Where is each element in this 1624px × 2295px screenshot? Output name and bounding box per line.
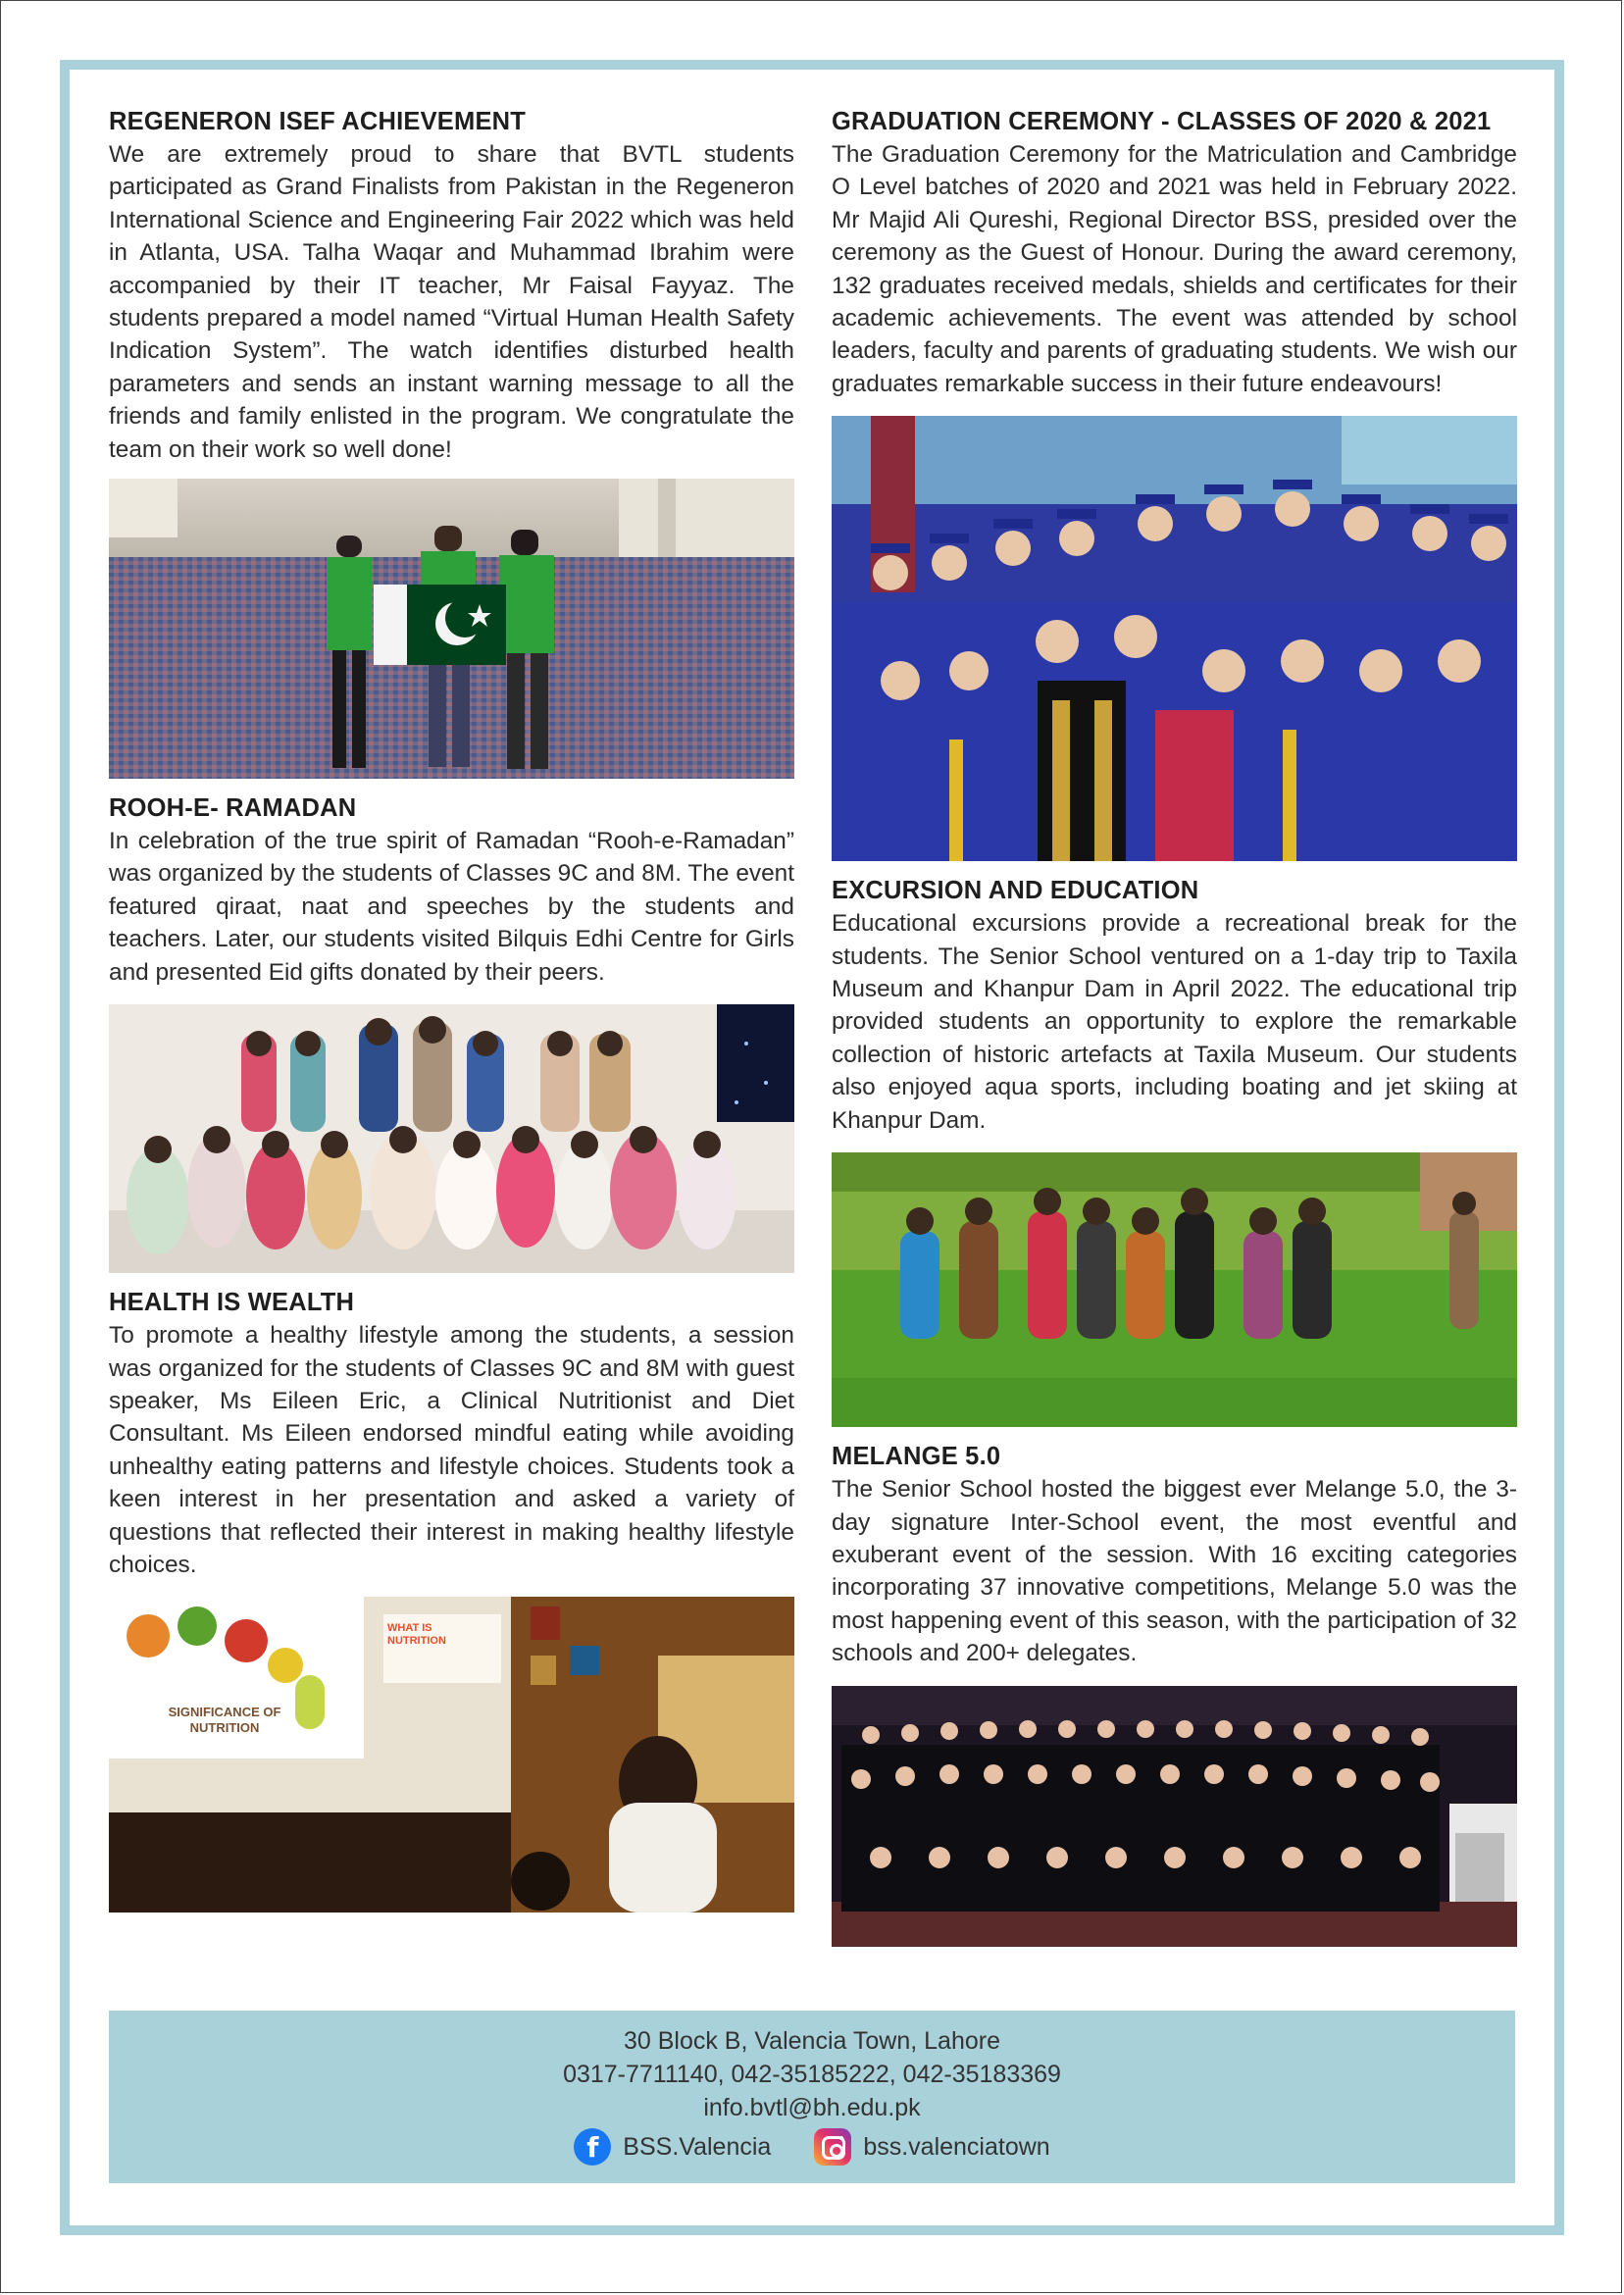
isef-body: We are extremely proud to share that BVTL students participated as Grand Finalists from Pakistan in the Regeneron International Science and Engineering Fair 2022 which was held in Atlanta, USA. Talha Waqar and Muhammad Ibrahim were accompanied by their IT teacher, Mr Faisal Fayyaz. The students prepared a model named “Virtual Human Health Safety Indication System”. The watch identifies disturbed health parameters and sends an instant warning message to all the friends and family enlisted in the program. We congratulate the team on their work so well done! (109, 141, 794, 463)
health-photo (109, 1597, 794, 1912)
excursion-photo-illustration (832, 1152, 1517, 1427)
isef-photo-illustration (109, 479, 794, 779)
melange-photo-illustration (832, 1686, 1517, 1947)
poster-caption: WHAT IS NUTRITION (387, 1622, 446, 1648)
section-health (109, 1287, 794, 1912)
instagram-link[interactable] (814, 2128, 1049, 2166)
section-graduation (832, 106, 1517, 861)
isef-heading: REGENERON ISEF ACHIEVEMENT (109, 108, 527, 135)
melange-body: The Senior School hosted the biggest ever Melange 5.0, the 3-day signature Inter-School event, the most eventful and exuberant event of the session. With 16 exciting categories incorporating 37 innovative competitions, Melange 5.0 was the most happening event of this season, with the participation of 32 schools and 200+ delegates. (832, 1476, 1517, 1667)
facebook-link[interactable] (574, 2128, 771, 2166)
graduation-heading: GRADUATION CEREMONY - CLASSES OF 2020 & 2021 (832, 108, 1492, 135)
slide-caption: SIGNIFICANCE OF NUTRITION (168, 1705, 281, 1736)
graduation-photo (832, 416, 1517, 861)
contact-footer (109, 2011, 1515, 2183)
health-body: To promote a healthy lifestyle among the students, a session was organized for the students of Classes 9C and 8M with guest speaker, Ms Eileen Eric, a Clinical Nutritionist and Diet Consultant. Ms Eileen endorsed mindful eating while avoiding unhealthy eating patterns and lifestyle choices. Students took a keen interest in her presentation and asked a variety of questions that reflected their interest in making healthy lifestyle choices. (109, 1322, 794, 1578)
melange-heading: MELANGE 5.0 (832, 1443, 1001, 1471)
footer-address: 30 Block B, Valencia Town, Lahore (623, 2027, 1001, 2055)
right-column (832, 106, 1517, 1947)
section-ramadan (109, 792, 794, 1273)
melange-photo (832, 1686, 1517, 1947)
health-heading: HEALTH IS WEALTH (109, 1289, 355, 1317)
graduation-body: The Graduation Ceremony for the Matriculation and Cambridge O Level batches of 2020 and 2021 was held in February 2022. Mr Majid Ali Qureshi, Regional Director BSS, presided over the ceremony as the Guest of Honour. During the award ceremony, 132 graduates received medals, shields and certificates for their academic achievements. The event was attended by school leaders, faculty and parents of graduating students. We wish our graduates remarkable success in their future endeavours! (832, 141, 1517, 397)
ramadan-heading: ROOH-E- RAMADAN (109, 794, 357, 823)
section-isef (109, 106, 794, 779)
ramadan-photo (109, 1004, 794, 1273)
instagram-handle: bss.valenciatown (863, 2132, 1050, 2161)
instagram-icon (814, 2128, 851, 2166)
section-melange (832, 1441, 1517, 1946)
excursion-body: Educational excursions provide a recreational break for the students. The Senior School ventured on a 1-day trip to Taxila Museum and Khanpur Dam in April 2022. The educational trip provided students an opportunity to explore the remarkable collection of historic artefacts at Taxila Museum. Our students also enjoyed aqua sports, including boating and jet skiing at Khanpur Dam. (832, 910, 1517, 1134)
footer-phones: 0317-7711140, 042-35185222, 042-35183369 (563, 2061, 1061, 2088)
section-excursion (832, 875, 1517, 1427)
isef-photo (109, 479, 794, 779)
footer-email[interactable]: info.bvtl@bh.edu.pk (703, 2094, 921, 2121)
ramadan-body: In celebration of the true spirit of Ramadan “Rooh-e-Ramadan” was organized by the students of Classes 9C and 8M. The event featured qiraat, naat and speeches by the students and teachers. Later, our students visited Bilquis Edhi Centre for Girls and presented Eid gifts donated by their peers. (109, 828, 794, 986)
graduation-photo-illustration (832, 416, 1517, 861)
facebook-icon: f (574, 2128, 611, 2166)
social-links (109, 2128, 1515, 2166)
left-column (109, 106, 794, 1912)
facebook-handle: BSS.Valencia (623, 2132, 772, 2161)
ramadan-photo-illustration (109, 1004, 794, 1273)
excursion-photo (832, 1152, 1517, 1427)
excursion-heading: EXCURSION AND EDUCATION (832, 877, 1199, 905)
